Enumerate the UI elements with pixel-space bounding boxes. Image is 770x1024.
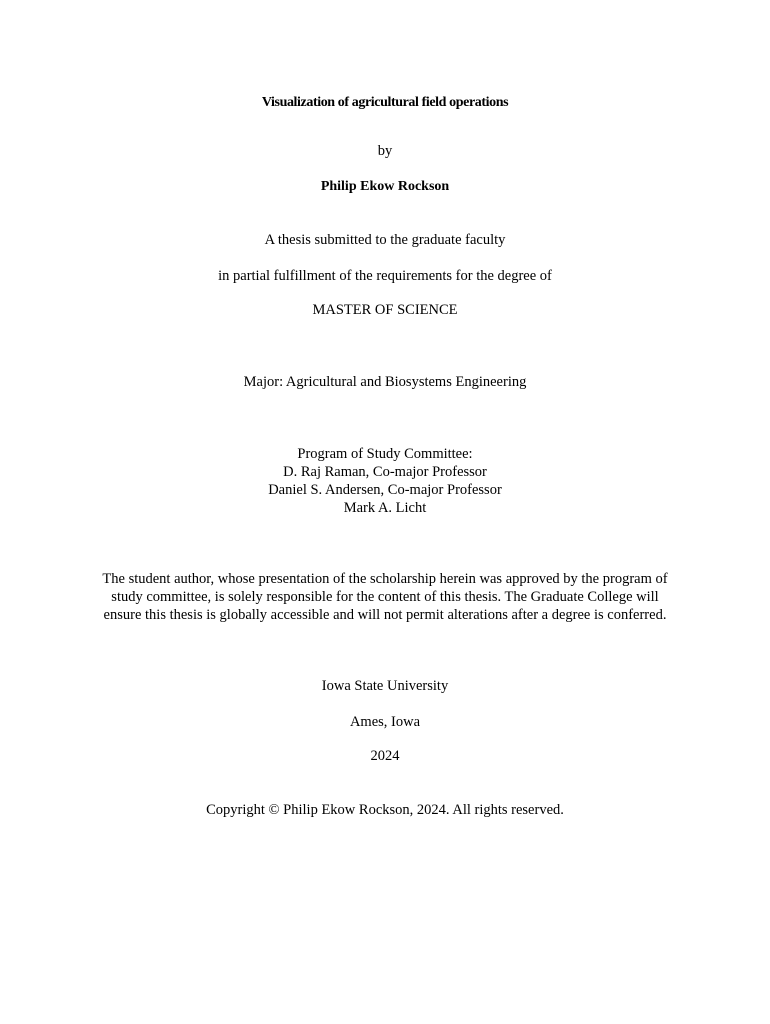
committee-block	[0, 445, 770, 517]
degree-name: MASTER OF SCIENCE	[312, 302, 458, 318]
university-location: Ames, Iowa	[349, 714, 421, 730]
university-name: Iowa State University	[321, 678, 449, 694]
statement-line: ensure this thesis is globally accessible and will not permit alterations after a degree is conferred.	[103, 607, 667, 623]
major: Major: Agricultural and Biosystems Engineering	[243, 374, 527, 390]
submission-line-2: in partial fulfillment of the requirements for the degree of	[218, 268, 552, 284]
copyright-notice: Copyright © Philip Ekow Rockson, 2024. All rights reserved.	[206, 802, 564, 818]
thesis-title: Visualization of agricultural field operations	[261, 95, 509, 110]
committee-member: Mark A. Licht	[343, 500, 427, 516]
submission-line-1: A thesis submitted to the graduate faculty	[264, 232, 506, 248]
committee-member: Daniel S. Andersen, Co-major Professor	[268, 482, 502, 498]
publication-year: 2024	[370, 748, 400, 764]
committee-heading: Program of Study Committee:	[297, 446, 473, 462]
author-name: Philip Ekow Rockson	[320, 179, 450, 194]
statement-line: The student author, whose presentation of the scholarship herein was approved by the program of	[102, 571, 668, 587]
committee-member: D. Raj Raman, Co-major Professor	[283, 464, 487, 480]
author-statement	[0, 570, 770, 624]
statement-line: study committee, is solely responsible for the content of this thesis. The Graduate College will	[111, 589, 659, 605]
by-label: by	[377, 143, 393, 159]
